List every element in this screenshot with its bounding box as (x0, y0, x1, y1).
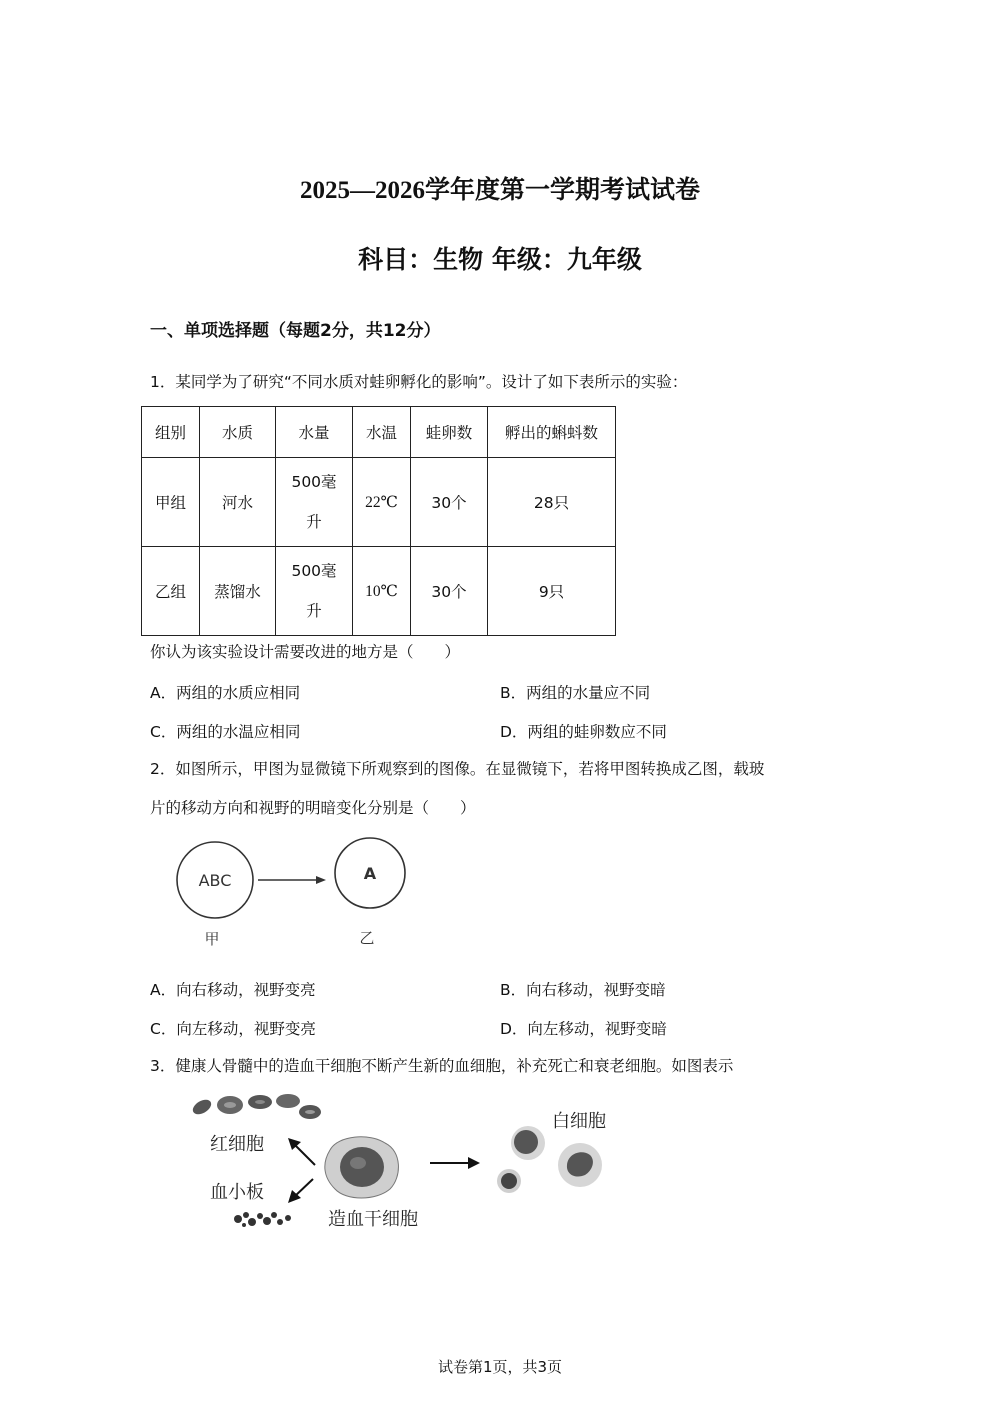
table-cell: 9只 (488, 547, 616, 636)
table-header-cell: 水质 (200, 407, 276, 458)
exam-subtitle: 科目：生物 年级：九年级 (358, 245, 642, 274)
table-cell: 30个 (411, 547, 488, 636)
q1-experiment-table (141, 406, 616, 636)
arrow-to-platelet (294, 1179, 313, 1197)
stem-cell-icon (325, 1137, 399, 1198)
q3-stem: 3．健康人骨髓中的造血干细胞不断产生新的血细胞，补充死亡和衰老细胞。如图表示 (150, 1057, 734, 1075)
arrow-to-rbc (293, 1143, 315, 1165)
q2-option-d[interactable]: D．向左移动，视野变暗 (500, 1020, 667, 1038)
table-cell: 22℃ (353, 458, 411, 547)
table-header-cell: 水量 (276, 407, 353, 458)
arrow-head-icon (316, 876, 326, 884)
red-blood-cells-icon (190, 1094, 321, 1119)
q2-option-b[interactable]: B．向右移动，视野变暗 (500, 981, 666, 999)
page-footer: 试卷第1页，共3页 (437, 1358, 563, 1376)
circle-left-text: ABC (198, 871, 232, 890)
exam-title: 2025—2026学年度第一学期考试试卷 (299, 177, 700, 204)
q1-stem: 1．某同学为了研究“不同水质对蛙卵孵化的影响”。设计了如下表所示的实验： (150, 373, 688, 391)
table-cell (276, 547, 353, 636)
table-cell: 河水 (200, 458, 276, 547)
circle-right-text: A (363, 864, 377, 883)
table-cell: 28只 (488, 458, 616, 547)
label-white-blood-cell: 白细胞 (552, 1111, 606, 1132)
white-blood-cells-icon (497, 1126, 602, 1193)
section-heading: 一、单项选择题（每题2分，共12分） (150, 321, 441, 341)
table-row (142, 458, 616, 547)
q1-option-d[interactable]: D．两组的蛙卵数应不同 (500, 723, 667, 741)
q2-microscope-figure (160, 830, 420, 955)
table-cell-line: 500毫 (291, 562, 337, 580)
table-cell-line: 500毫 (291, 473, 337, 491)
q1-option-b[interactable]: B．两组的水量应不同 (500, 684, 651, 702)
label-red-blood-cell: 红细胞 (210, 1134, 264, 1155)
label-left: 甲 (204, 930, 220, 948)
q1-option-c[interactable]: C．两组的水温应相同 (150, 723, 301, 741)
table-header-cell: 蛙卵数 (411, 407, 488, 458)
table-header-row (142, 407, 616, 458)
table-header-cell: 水温 (353, 407, 411, 458)
q1-option-a[interactable]: A．两组的水质应相同 (150, 684, 301, 702)
q3-blood-cell-figure (180, 1085, 630, 1245)
label-stem-cell: 造血干细胞 (328, 1209, 418, 1230)
table-row (142, 547, 616, 636)
label-right: 乙 (359, 929, 375, 947)
q2-stem-line2: 片的移动方向和视野的明暗变化分别是（ ） (150, 799, 476, 817)
table-cell: 30个 (411, 458, 488, 547)
table-cell-line: 升 (306, 602, 322, 620)
q2-option-a[interactable]: A．向右移动，视野变亮 (150, 981, 316, 999)
table-cell: 甲组 (142, 458, 200, 547)
q1-prompt: 你认为该实验设计需要改进的地方是（ ） (150, 643, 461, 661)
platelets-icon (234, 1212, 291, 1227)
table-cell: 蒸馏水 (200, 547, 276, 636)
q2-option-c[interactable]: C．向左移动，视野变亮 (150, 1020, 316, 1038)
q2-stem-line1: 2．如图所示，甲图为显微镜下所观察到的图像。在显微镜下，若将甲图转换成乙图，载玻 (150, 760, 765, 778)
table-cell: 10℃ (353, 547, 411, 636)
table-header-cell: 孵出的蝌蚪数 (488, 407, 616, 458)
table-cell (276, 458, 353, 547)
arrow-head-icon (468, 1157, 480, 1169)
table-cell-line: 升 (306, 513, 322, 531)
table-cell: 乙组 (142, 547, 200, 636)
table-header-cell: 组别 (142, 407, 200, 458)
label-platelet: 血小板 (210, 1182, 264, 1203)
